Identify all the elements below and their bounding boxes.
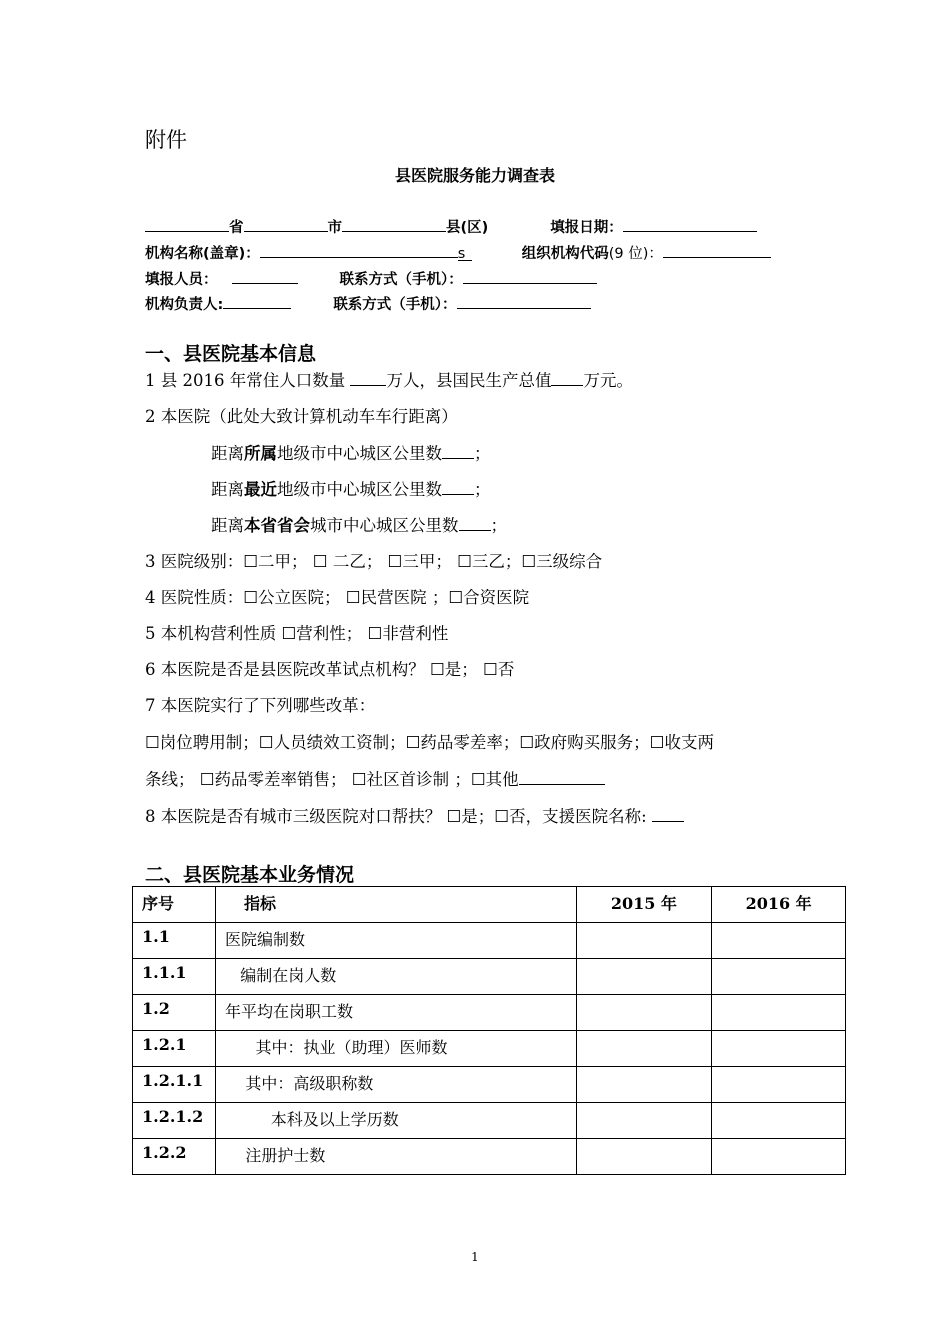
question-2c: 距离本省省会城市中心城区公里数 ；	[211, 516, 507, 535]
contact-field-2[interactable]	[457, 294, 591, 309]
cell-2015[interactable]	[576, 1031, 712, 1067]
section1-heading: 一、县医院基本信息	[145, 343, 317, 365]
table-row: 1.1 医院编制数	[133, 923, 846, 959]
cell-2015[interactable]	[576, 1103, 712, 1139]
other-reform-field[interactable]	[519, 770, 605, 785]
head-field[interactable]	[223, 294, 291, 309]
org-code-label: 组织机构代码	[521, 246, 609, 262]
page-number: 1	[471, 1250, 479, 1264]
col-header-indicator: 指标	[215, 887, 576, 923]
attachment-label: 附件	[145, 128, 187, 152]
question-8[interactable]: 8 本医院是否有城市三级医院对口帮扶？ ☐是；☐否，支援医院名称:	[145, 803, 684, 827]
col-header-2015: 2015 年	[576, 887, 712, 923]
distance-capital-field[interactable]	[459, 516, 491, 531]
population-field[interactable]	[350, 371, 386, 386]
section2-heading: 二、县医院基本业务情况	[145, 864, 355, 886]
org-name-field[interactable]	[260, 243, 458, 258]
question-2a: 距离所属地级市中心城区公里数 ；	[211, 444, 491, 463]
question-6[interactable]: 6 本医院是否是县医院改革试点机构？ ☐是； ☐否	[145, 660, 515, 679]
cell-2015[interactable]	[576, 959, 712, 995]
cell-2016[interactable]	[712, 1139, 846, 1175]
question-4[interactable]: 4 医院性质：☐公立医院； ☐民营医院 ；☐合资医院	[145, 588, 530, 607]
form-title: 县医院服务能力调查表	[394, 166, 555, 185]
county-field[interactable]	[342, 217, 446, 232]
cell-2016[interactable]	[712, 995, 846, 1031]
date-field[interactable]	[623, 217, 757, 232]
org-code-field[interactable]	[663, 243, 771, 258]
org-name-mark: s	[458, 246, 472, 261]
table-row: 1.2 年平均在岗职工数	[133, 995, 846, 1031]
cell-2016[interactable]	[712, 959, 846, 995]
cell-2015[interactable]	[576, 995, 712, 1031]
region-line: 省 市 县(区) 填报日期：	[145, 216, 757, 237]
org-code-hint: (9 位)：	[608, 246, 663, 262]
cell-2015[interactable]	[576, 923, 712, 959]
col-header-no: 序号	[133, 887, 216, 923]
contact-label-2: 联系方式（手机）：	[333, 297, 457, 313]
contact-label: 联系方式（手机）：	[339, 272, 463, 288]
table-row: 1.2.1 其中：执业（助理）医师数	[133, 1031, 846, 1067]
date-label: 填报日期：	[550, 220, 623, 236]
cell-2016[interactable]	[712, 1031, 846, 1067]
head-label: 机构负责人:	[145, 297, 224, 313]
question-2: 2 本医院（此处大致计算机动车车行距离）	[145, 407, 458, 426]
business-table	[132, 886, 846, 1175]
question-3[interactable]: 3 医院级别：☐二甲； ☐ 二乙； ☐三甲； ☐三乙；☐三级综合	[145, 552, 603, 571]
question-1: 1 县 2016 年常住人口数量 万人，县国民生产总值 万元。	[145, 371, 633, 390]
distance-nearest-field[interactable]	[442, 480, 474, 495]
cell-2016[interactable]	[712, 1067, 846, 1103]
table-row: 1.1.1 编制在岗人数	[133, 959, 846, 995]
question-7-options-1[interactable]: ☐岗位聘用制；☐人员绩效工资制；☐药品零差率；☐政府购买服务；☐收支两	[145, 733, 714, 752]
distance-prefecture-field[interactable]	[442, 444, 474, 459]
cell-2015[interactable]	[576, 1067, 712, 1103]
cell-2016[interactable]	[712, 923, 846, 959]
table-row: 1.2.2 注册护士数	[133, 1139, 846, 1175]
question-7-options-2[interactable]: 条线； ☐药品零差率销售； ☐社区首诊制 ；☐其他	[145, 766, 605, 790]
province-field[interactable]	[145, 217, 229, 232]
org-name-label: 机构名称(盖章)：	[145, 246, 260, 262]
cell-2015[interactable]	[576, 1139, 712, 1175]
col-header-2016: 2016 年	[712, 887, 846, 923]
table-header-row	[133, 887, 846, 923]
question-2b: 距离最近地级市中心城区公里数 ；	[211, 480, 491, 499]
cell-2016[interactable]	[712, 1103, 846, 1139]
support-hospital-field[interactable]	[652, 807, 684, 822]
question-5[interactable]: 5 本机构营利性质 ☐营利性； ☐非营利性	[145, 624, 449, 643]
table-row: 1.2.1.1 其中：高级职称数	[133, 1067, 846, 1103]
filler-field[interactable]	[232, 269, 298, 284]
org-line	[145, 242, 771, 263]
gdp-field[interactable]	[551, 371, 583, 386]
city-field[interactable]	[244, 217, 328, 232]
filler-label: 填报人员：	[145, 272, 218, 288]
table-row: 1.2.1.2 本科及以上学历数	[133, 1103, 846, 1139]
head-line	[145, 293, 591, 314]
question-7: 7 本医院实行了下列哪些改革：	[145, 696, 376, 715]
contact-field[interactable]	[463, 269, 597, 284]
filler-line	[145, 268, 597, 289]
